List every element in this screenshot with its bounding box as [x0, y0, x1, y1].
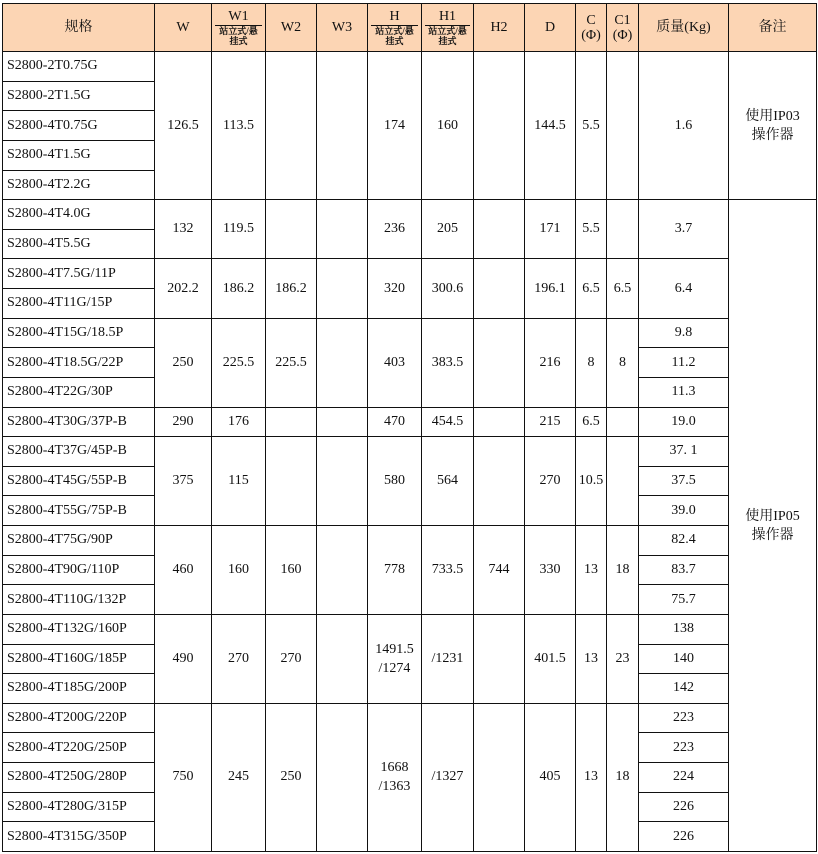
col-w: W: [155, 4, 212, 52]
dim-w3-cell: [317, 259, 368, 318]
dim-c-cell: 8: [576, 318, 607, 407]
header-row: [3, 4, 817, 52]
model-cell: S2800-4T30G/37P-B: [3, 407, 155, 437]
mass-cell: 37. 1: [639, 437, 729, 467]
model-cell: S2800-2T1.5G: [3, 81, 155, 111]
dim-h-cell: 580: [368, 437, 422, 526]
dim-w1-cell: 270: [212, 614, 266, 703]
dim-w2-cell: 270: [266, 614, 317, 703]
dim-w1-cell: 245: [212, 703, 266, 851]
model-cell: S2800-4T7.5G/11P: [3, 259, 155, 289]
mass-cell: 11.2: [639, 348, 729, 378]
model-cell: S2800-4T250G/280P: [3, 763, 155, 793]
mass-cell: 19.0: [639, 407, 729, 437]
model-cell: S2800-4T11G/15P: [3, 289, 155, 319]
dim-c1-cell: [607, 437, 639, 526]
mass-cell: 224: [639, 763, 729, 793]
mass-cell: 223: [639, 703, 729, 733]
model-cell: S2800-4T315G/350P: [3, 822, 155, 852]
model-cell: S2800-4T110G/132P: [3, 585, 155, 615]
mass-cell: 140: [639, 644, 729, 674]
table-row: [3, 318, 817, 348]
dim-w2-cell: [266, 407, 317, 437]
table-row: [3, 703, 817, 733]
mass-cell: 6.4: [639, 259, 729, 318]
spec-table: [2, 3, 817, 852]
dim-h-cell: 1491.5 /1274: [368, 614, 422, 703]
note-cell: 使用IP05 操作器: [729, 200, 817, 852]
dim-w1-cell: 119.5: [212, 200, 266, 259]
model-cell: S2800-4T55G/75P-B: [3, 496, 155, 526]
dim-c-cell: 5.5: [576, 200, 607, 259]
mass-cell: 75.7: [639, 585, 729, 615]
dim-w2-cell: [266, 200, 317, 259]
mass-cell: 142: [639, 674, 729, 704]
mass-cell: 3.7: [639, 200, 729, 259]
dim-w3-cell: [317, 437, 368, 526]
col-h2: H2: [474, 4, 525, 52]
model-cell: S2800-4T5.5G: [3, 229, 155, 259]
dim-h2-cell: 744: [474, 526, 525, 615]
dim-w-cell: 290: [155, 407, 212, 437]
dim-h2-cell: [474, 52, 525, 200]
mass-cell: 226: [639, 792, 729, 822]
dim-h2-cell: [474, 407, 525, 437]
col-note: 备注: [729, 4, 817, 52]
dim-w1-cell: 113.5: [212, 52, 266, 200]
dim-w1-cell: 225.5: [212, 318, 266, 407]
dim-h1-cell: /1231: [422, 614, 474, 703]
dim-w1-cell: 115: [212, 437, 266, 526]
table-body: [3, 52, 817, 852]
dim-w1-cell: 186.2: [212, 259, 266, 318]
col-h: H 站立式/悬挂式: [368, 4, 422, 52]
col-w1: W1 站立式/悬挂式: [212, 4, 266, 52]
dim-c1-cell: [607, 200, 639, 259]
table-row: [3, 526, 817, 556]
dim-d-cell: 216: [525, 318, 576, 407]
dim-h1-cell: 454.5: [422, 407, 474, 437]
dim-c1-cell: 18: [607, 703, 639, 851]
dim-h-cell: 778: [368, 526, 422, 615]
col-h1: H1 站立式/悬挂式: [422, 4, 474, 52]
dim-h-cell: 236: [368, 200, 422, 259]
note-cell: 使用IP03 操作器: [729, 52, 817, 200]
model-cell: S2800-4T200G/220P: [3, 703, 155, 733]
dim-c-cell: 6.5: [576, 259, 607, 318]
dim-c-cell: 5.5: [576, 52, 607, 200]
dim-h1-cell: 300.6: [422, 259, 474, 318]
dim-w2-cell: 186.2: [266, 259, 317, 318]
dim-h1-cell: 564: [422, 437, 474, 526]
mass-cell: 1.6: [639, 52, 729, 200]
dim-w3-cell: [317, 200, 368, 259]
dim-w-cell: 126.5: [155, 52, 212, 200]
dim-c-cell: 13: [576, 526, 607, 615]
dim-w2-cell: 160: [266, 526, 317, 615]
model-cell: S2800-4T185G/200P: [3, 674, 155, 704]
dim-c1-cell: [607, 407, 639, 437]
dim-w2-cell: [266, 437, 317, 526]
dim-c1-cell: 6.5: [607, 259, 639, 318]
table-row: [3, 407, 817, 437]
dim-c-cell: 13: [576, 614, 607, 703]
mass-cell: 226: [639, 822, 729, 852]
model-cell: S2800-4T0.75G: [3, 111, 155, 141]
col-spec: 规格: [3, 4, 155, 52]
table-row: [3, 200, 817, 230]
dim-w3-cell: [317, 703, 368, 851]
dim-h1-cell: 733.5: [422, 526, 474, 615]
mass-cell: 83.7: [639, 555, 729, 585]
dim-h-cell: 403: [368, 318, 422, 407]
model-cell: S2800-4T15G/18.5P: [3, 318, 155, 348]
model-cell: S2800-4T75G/90P: [3, 526, 155, 556]
dim-w2-cell: 225.5: [266, 318, 317, 407]
dim-d-cell: 144.5: [525, 52, 576, 200]
dim-d-cell: 401.5: [525, 614, 576, 703]
dim-w-cell: 460: [155, 526, 212, 615]
dim-d-cell: 330: [525, 526, 576, 615]
dim-h-cell: 174: [368, 52, 422, 200]
dim-w3-cell: [317, 318, 368, 407]
dim-d-cell: 171: [525, 200, 576, 259]
table-row: [3, 52, 817, 82]
dim-d-cell: 405: [525, 703, 576, 851]
dim-h2-cell: [474, 437, 525, 526]
dim-h-cell: 470: [368, 407, 422, 437]
dim-h2-cell: [474, 200, 525, 259]
model-cell: S2800-4T160G/185P: [3, 644, 155, 674]
dim-w-cell: 250: [155, 318, 212, 407]
model-cell: S2800-4T132G/160P: [3, 614, 155, 644]
model-cell: S2800-4T18.5G/22P: [3, 348, 155, 378]
mass-cell: 37.5: [639, 466, 729, 496]
dim-h2-cell: [474, 614, 525, 703]
dim-d-cell: 270: [525, 437, 576, 526]
model-cell: S2800-4T22G/30P: [3, 377, 155, 407]
table-row: [3, 437, 817, 467]
col-c1: C1 (Φ): [607, 4, 639, 52]
dim-h2-cell: [474, 703, 525, 851]
dim-w2-cell: 250: [266, 703, 317, 851]
dim-c1-cell: 18: [607, 526, 639, 615]
dim-w3-cell: [317, 407, 368, 437]
dim-h1-cell: /1327: [422, 703, 474, 851]
dim-w3-cell: [317, 614, 368, 703]
model-cell: S2800-4T37G/45P-B: [3, 437, 155, 467]
dim-c-cell: 6.5: [576, 407, 607, 437]
dim-h1-cell: 205: [422, 200, 474, 259]
dim-w1-cell: 176: [212, 407, 266, 437]
col-mass: 质量(Kg): [639, 4, 729, 52]
dim-w-cell: 375: [155, 437, 212, 526]
dim-c1-cell: [607, 52, 639, 200]
model-cell: S2800-4T280G/315P: [3, 792, 155, 822]
model-cell: S2800-4T2.2G: [3, 170, 155, 200]
dim-w-cell: 202.2: [155, 259, 212, 318]
model-cell: S2800-4T45G/55P-B: [3, 466, 155, 496]
model-cell: S2800-4T220G/250P: [3, 733, 155, 763]
dim-h2-cell: [474, 259, 525, 318]
dim-h1-cell: 383.5: [422, 318, 474, 407]
dim-w1-cell: 160: [212, 526, 266, 615]
col-c: C (Φ): [576, 4, 607, 52]
dim-d-cell: 215: [525, 407, 576, 437]
dim-w-cell: 132: [155, 200, 212, 259]
mass-cell: 82.4: [639, 526, 729, 556]
dim-c1-cell: 23: [607, 614, 639, 703]
mass-cell: 138: [639, 614, 729, 644]
dim-c-cell: 10.5: [576, 437, 607, 526]
col-d: D: [525, 4, 576, 52]
col-w3: W3: [317, 4, 368, 52]
mass-cell: 39.0: [639, 496, 729, 526]
mass-cell: 223: [639, 733, 729, 763]
model-cell: S2800-4T1.5G: [3, 140, 155, 170]
col-w2: W2: [266, 4, 317, 52]
dim-w-cell: 750: [155, 703, 212, 851]
dim-d-cell: 196.1: [525, 259, 576, 318]
mass-cell: 9.8: [639, 318, 729, 348]
table-row: [3, 614, 817, 644]
model-cell: S2800-4T90G/110P: [3, 555, 155, 585]
dim-w3-cell: [317, 526, 368, 615]
dim-h-cell: 320: [368, 259, 422, 318]
table-row: [3, 259, 817, 289]
model-cell: S2800-2T0.75G: [3, 52, 155, 82]
dim-w2-cell: [266, 52, 317, 200]
dim-c-cell: 13: [576, 703, 607, 851]
mass-cell: 11.3: [639, 377, 729, 407]
dim-h-cell: 1668 /1363: [368, 703, 422, 851]
dim-w3-cell: [317, 52, 368, 200]
model-cell: S2800-4T4.0G: [3, 200, 155, 230]
dim-w-cell: 490: [155, 614, 212, 703]
dim-c1-cell: 8: [607, 318, 639, 407]
dim-h2-cell: [474, 318, 525, 407]
dim-h1-cell: 160: [422, 52, 474, 200]
